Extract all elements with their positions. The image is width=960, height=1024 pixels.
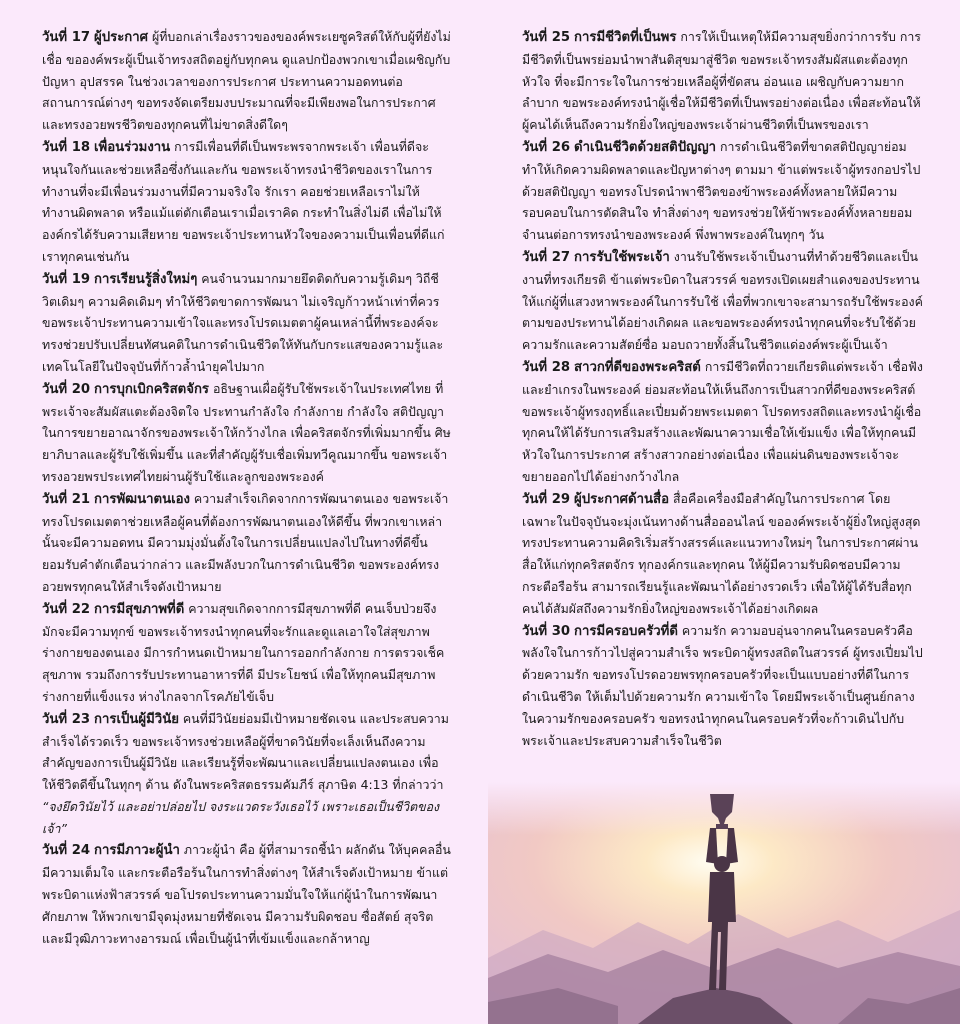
prayer-entry-day-25 bbox=[522, 26, 924, 136]
left-column bbox=[42, 26, 452, 949]
prayer-entry-day-29 bbox=[522, 488, 924, 620]
entry-day: วันที่ 17 bbox=[42, 30, 91, 45]
entry-day: วันที่ 27 bbox=[522, 249, 571, 265]
entry-body: สื่อคือเครื่องมือสำคัญในการประกาศ โดยเฉพาะในปัจจุบันจะมุ่งเน้นทางด้านสื่อออนไลน์ ขอองค์พระเจ้าผู้ยิ่งใหญ่สูงสุดทรงประทานความคิดริเริ่มสร้างสรรค์และแนวทางใหม่ๆ ในการประกาศผ่านสื่อให้แก่ทุกคริสตจักร ทุกองค์กรและทุกคน ให้ผู้มีความรับผิดชอบมีความกระตือรือร้น สามารถเรียนรู้และพัฒนาได้อย่างรวดเร็ว เพื่อให้ผู้ได้รับสื่อทุกคนได้สัมผัสถึงความรักยิ่งใหญ่ของพระเจ้าได้อย่างเกิดผล bbox=[522, 490, 921, 616]
entry-title: การพัฒนาตนเอง bbox=[94, 491, 190, 507]
entry-body: อธิษฐานเผื่อผู้รับใช้พระเจ้าในประเทศไทย ที่พระเจ้าจะสัมผัสแตะต้องจิตใจ ประทานกำลังใจ กำลังกาย กำลังใจ สติปัญญาในการขยายอาณาจักรของพระเจ้าให้กว้างไกล เพื่อคริสตจักรที่เพิ่มมากขึ้น ศิษยาภิบาลและผู้รับใช้เพิ่มขึ้น และที่สำคัญผู้รับเชื่อเพิ่มทวีคูณมากขึ้น ขอพระเจ้าทรงอวยพรประเทศไทยผ่านผู้รับใช้และลูกของพระองค์ bbox=[42, 380, 451, 484]
entry-title: การรับใช้พระเจ้า bbox=[574, 249, 670, 265]
entry-day: วันที่ 29 bbox=[522, 491, 571, 507]
entry-title: สาวกที่ดีของพระคริสต์ bbox=[574, 359, 701, 375]
entry-body: การมีชีวิตที่ถวายเกียรติแด่พระเจ้า เชื่อฟังและยำเกรงในพระองค์ ย่อมสะท้อนให้เห็นถึงการเป็นสาวกที่ดีของพระคริสต์ ขอพระเจ้าผู้ทรงฤทธิ์และเปี่ยมด้วยพระเมตตา โปรดทรงสถิตและทรงนำผู้เชื่อทุกคนให้ได้รับการเสริมสร้างและพัฒนาความเชื่อให้เข้มแข็ง เพื่อให้ทุกคนมีหัวใจในการประกาศ สร้างสาวกอย่างต่อเนื่อง เพื่อแผ่นดินของพระเจ้าจะขยายออกไปได้อย่างกว้างไกล bbox=[522, 358, 923, 484]
entry-day: วันที่ 24 bbox=[42, 843, 91, 859]
prayer-entry-day-22 bbox=[42, 598, 452, 708]
mountain-sunset-illustration bbox=[488, 782, 960, 1024]
entry-title: การมีสุขภาพที่ดี bbox=[94, 601, 185, 617]
prayer-entry-day-27 bbox=[522, 246, 924, 356]
entry-day: วันที่ 25 bbox=[522, 30, 571, 45]
entry-title: ดำเนินชีวิตด้วยสติปัญญา bbox=[574, 139, 717, 155]
entry-day: วันที่ 30 bbox=[522, 623, 571, 639]
entry-body: การให้เป็นเหตุให้มีความสุขยิ่งกว่าการรับ การมีชีวิตที่เป็นพรย่อมนำพาสันติสุขมาสู่ชีวิต ขอพระเจ้าทรงสัมผัสแตะต้องทุกหัวใจ ที่จะมีการะใจในการช่วยเหลือผู้ที่ขัดสน อ่อนแอ เผชิญกับความยากลำบาก ขอพระองค์ทรงนำผู้เชื่อให้มีชีวิตที่เป็นพรอย่างต่อเนื่อง เพื่อสะท้อนให้ผู้คนได้เห็นถึงความรักยิ่งใหญ่ของพระเจ้าผ่านชีวิตที่เป็นพรของเรา bbox=[522, 29, 921, 133]
entry-body: ความรัก ความอบอุ่นจากคนในครอบครัวคือพลังใจในการก้าวไปสู่ความสำเร็จ พระบิดาผู้ทรงสถิตในสวรรค์ ผู้ทรงเปี่ยมไปด้วยความรัก ขอทรงโปรดอวยพรทุกครอบครัวที่จะเป็นแบบอย่างที่ดีในการดำเนินชีวิต ให้เต็มไปด้วยความรัก ความเข้าใจ โดยมีพระเจ้าเป็นศูนย์กลางในความรักของครอบครัว ขอทรงนำทุกคนในครอบครัวที่จะก้าวเดินไปกับพระเจ้าและประสบความสำเร็จในชีวิต bbox=[522, 622, 923, 748]
prayer-entry-day-26 bbox=[522, 136, 924, 246]
entry-body: ความสำเร็จเกิดจากการพัฒนาตนเอง ขอพระเจ้าทรงโปรดเมตตาช่วยเหลือผู้คนที่ต้องการพัฒนาตนเองให้ดีขึ้น ที่พวกเขาเหล่านั้นจะมีความอดทน มีความมุ่งมั่นตั้งใจในการเปลี่ยนแปลงไปในทางที่ดีขึ้น ยอมรับคำตักเตือนว่ากล่าว และมีพลังบวกในการดำเนินชีวิต ขอพระองค์ทรงอวยพรทุกคนให้สำเร็จดังเป้าหมาย bbox=[42, 490, 449, 594]
entry-day: วันที่ 19 bbox=[42, 271, 91, 287]
entry-day: วันที่ 22 bbox=[42, 601, 91, 617]
prayer-entry-day-17 bbox=[42, 26, 452, 136]
entry-title: การเรียนรู้สิ่งใหม่ๆ bbox=[94, 271, 198, 287]
entry-title: การมีภาวะผู้นำ bbox=[94, 843, 180, 859]
entry-title: การมีชีวิตที่เป็นพร bbox=[574, 30, 677, 45]
entry-body: คนจำนวนมากมายยึดติดกับความรู้เดิมๆ วิถีชีวิตเดิมๆ ความคิดเดิมๆ ทำให้ชีวิตขาดการพัฒนา ไม่เจริญก้าวหน้าเท่าที่ควร ขอพระเจ้าประทานความเข้าใจและทรงโปรดเมตตาผู้คนเหล่านี้ที่พระองค์จะทรงช่วยปรับเปลี่ยนทัศนคติในการดำเนินชีวิตให้ทันกับกระแสของความรู้และเทคโนโลยีในปัจจุบันที่ก้าวล้ำนำยุคไปมาก bbox=[42, 270, 444, 374]
prayer-entry-day-20 bbox=[42, 378, 452, 488]
entry-day: วันที่ 26 bbox=[522, 139, 571, 155]
prayer-entry-day-19 bbox=[42, 268, 452, 378]
entry-title: การเป็นผู้มีวินัย bbox=[94, 711, 179, 727]
entry-day: วันที่ 21 bbox=[42, 491, 91, 507]
entry-day: วันที่ 28 bbox=[522, 359, 571, 375]
entry-title: ผู้ประกาศด้านสื่อ bbox=[574, 491, 669, 507]
prayer-entry-day-28 bbox=[522, 356, 924, 488]
right-column bbox=[522, 26, 924, 751]
prayer-entry-day-23 bbox=[42, 708, 452, 840]
entry-day: วันที่ 23 bbox=[42, 711, 91, 727]
scripture-quote: “จงยึดวินัยไว้ และอย่าปล่อยไป จงระแวดระวังเธอไว้ เพราะเธอเป็นชีวิตของเจ้า” bbox=[42, 798, 440, 836]
prayer-entry-day-21 bbox=[42, 488, 452, 598]
entry-day: วันที่ 18 bbox=[42, 139, 91, 155]
entry-body: คนที่มีวินัยย่อมมีเป้าหมายชัดเจน และประสบความสำเร็จได้รวดเร็ว ขอพระเจ้าทรงช่วยเหลือผู้ที่ขาดวินัยที่จะเล็งเห็นถึงความสำคัญของการเป็นผู้มีวินัย และเรียนรู้ที่จะพัฒนาและเปลี่ยนแปลงตนเอง เพื่อให้ชีวิตดีขึ้นในทุกๆ ด้าน ดังในพระคริสตธรรมคัมภีร์ สุภาษิต 4:13 ที่กล่าวว่า bbox=[42, 710, 449, 793]
entry-body: ความสุขเกิดจากการมีสุขภาพที่ดี คนเจ็บป่วยจึงมักจะมีความทุกข์ ขอพระเจ้าทรงนำทุกคนที่จะรักและดูแลเอาใจใส่สุขภาพร่างกายของตนเอง มีการกำหนดเป้าหมายในการออกกำลังกาย การตรวจเช็คสุขภาพ รวมถึงการรับประทานอาหารที่ดี มีประโยชน์ เพื่อให้ทุกคนมีสุขภาพร่างกายที่แข็งแรง ห่างไกลจากโรคภัยไข้เจ็บ bbox=[42, 600, 445, 704]
entry-body: การมีเพื่อนที่ดีเป็นพระพรจากพระเจ้า เพื่อนที่ดีจะหนุนใจกันและช่วยเหลือซึ่งกันและกัน ขอพระเจ้าทรงนำชีวิตของเราในการทำงานที่จะมีเพื่อนร่วมงานที่มีความจริงใจ รักเรา คอยช่วยเหลือเราไม่ให้ทำงานผิดพลาด หรือแม้แต่ตักเตือนเราเมื่อเราคิด กระทำในสิ่งไม่ดี เพื่อไม่ให้องค์กรได้รับความเสียหาย ขอพระเจ้าประทานหัวใจของความเป็นเพื่อนที่ดีแก่เราทุกคนเช่นกัน bbox=[42, 138, 445, 264]
prayer-entry-day-24 bbox=[42, 839, 452, 949]
entry-body: งานรับใช้พระเจ้าเป็นงานที่ทำด้วยชีวิตและเป็นงานที่ทรงเกียรติ ข้าแต่พระบิดาในสวรรค์ ขอทรงเปิดเผยสำแดงของประทานให้แก่ผู้ที่แสวงหาพระองค์ในการรับใช้ เพื่อที่พวกเขาจะสามารถรับใช้พระองค์ตามของประทานได้อย่างเกิดผล และขอพระองค์ทรงนำทุกคนที่จะรับใช้ด้วยความรักและความสัตย์ซื่อ มอบถวายทั้งสิ้นในชีวิตแด่องค์พระผู้เป็นเจ้า bbox=[522, 248, 923, 353]
entry-title: การบุกเบิกคริสตจักร bbox=[94, 381, 210, 397]
entry-day: วันที่ 20 bbox=[42, 381, 91, 397]
entry-title: ผู้ประกาศ bbox=[94, 30, 149, 45]
entry-body: ภาวะผู้นำ คือ ผู้ที่สามารถชี้นำ ผลักดัน ให้บุคคลอื่นมีความเต็มใจ และกระตือรือร้นในการทำสิ่งต่างๆ ให้สำเร็จดังเป้าหมาย ข้าแต่พระบิดาแห่งฟ้าสวรรค์ ขอโปรดประทานความมั่นใจให้แก่ผู้นำในการพัฒนาศักยภาพ ให้พวกเขามีจุดมุ่งหมายที่ชัดเจน มีความรับผิดชอบ ซื่อสัตย์ สุจริต และมีวุฒิภาวะทางอารมณ์ เพื่อเป็นผู้นำที่เข้มแข็งและกล้าหาญ bbox=[42, 842, 451, 946]
prayer-entry-day-30 bbox=[522, 620, 924, 752]
trophy-silhouette-image bbox=[488, 782, 960, 1024]
prayer-entry-day-18 bbox=[42, 136, 452, 268]
entry-body: การดำเนินชีวิตที่ขาดสติปัญญาย่อมทำให้เกิดความผิดพลาดและปัญหาต่างๆ ตามมา ข้าแต่พระเจ้าผู้ทรงกอปรไปด้วยสติปัญญา ขอทรงโปรดนำพาชีวิตของข้าพระองค์ทั้งหลายให้มีความรอบคอบในการตัดสินใจ ทำสิ่งต่างๆ ขอทรงช่วยให้ข้าพระองค์ทั้งหลายยอมจำนนต่อการทรงนำของพระองค์ พึ่งพาพระองค์ในทุกๆ วัน bbox=[522, 138, 921, 243]
entry-title: การมีครอบครัวที่ดี bbox=[574, 623, 678, 639]
entry-title: เพื่อนร่วมงาน bbox=[94, 139, 171, 155]
entry-body: ผู้ที่บอกเล่าเรื่องราวของของค์พระเยซูคริสต์ให้กับผู้ที่ยังไม่เชื่อ ขอองค์พระผู้เป็นเจ้าทรงสถิตอยู่กับทุกคน ดูแลปกป้องพวกเขาเมื่อเผชิญกับปัญหา อุปสรรค ในช่วงเวลาของการประกาศ ประทานความอดทนต่อสถานการณ์ต่างๆ ขอทรงจัดเตรียมงบประมาณที่จะมีเพียงพอในการประกาศ และทรงอวยพรชีวิตของทุกคนที่ไม่ขาดสิ่งดีใดๆ bbox=[42, 29, 451, 133]
